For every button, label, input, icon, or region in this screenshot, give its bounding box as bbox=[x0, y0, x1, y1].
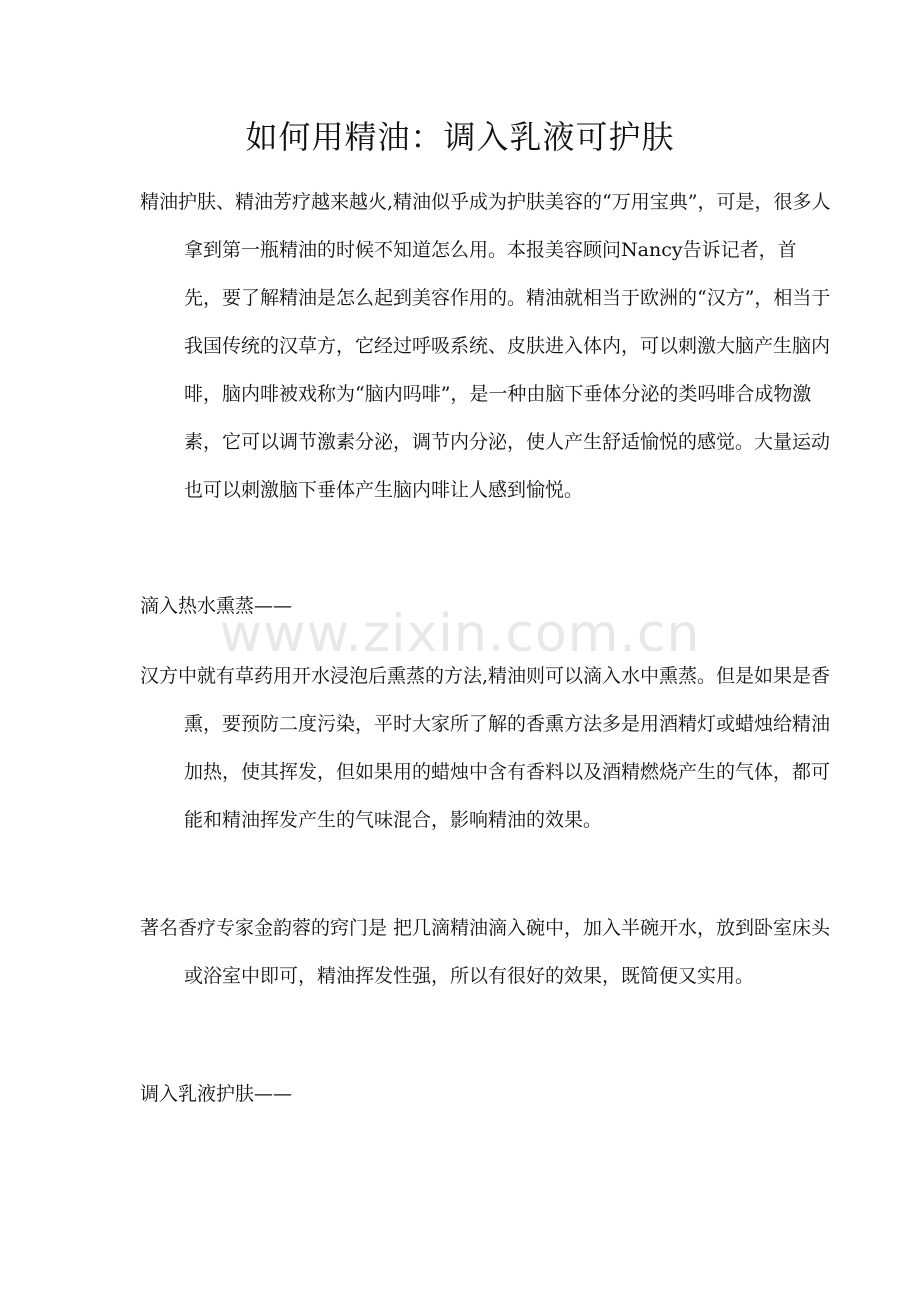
section-heading-steam: 滴入热水熏蒸—— bbox=[140, 595, 293, 617]
watermark: www.zixin.com.cn bbox=[219, 604, 701, 664]
page-title: 如何用精油：调入乳液可护肤 bbox=[245, 118, 675, 156]
section-heading-lotion: 调入乳液护肤—— bbox=[140, 1083, 293, 1105]
paragraph-expert-tip: 著名香疗专家金韵蓉的窍门是 把几滴精油滴入碗中，加入半碗开水，放到卧室床头或浴室中即可，精油挥发性强，所以有很好的效果，既简便又实用。 bbox=[140, 917, 831, 987]
paragraph-steam-method: 汉方中就有草药用开水浸泡后熏蒸的方法,精油则可以滴入水中熏蒸。但是如果是香熏，要预防二度污染，平时大家所了解的香熏方法多是用酒精灯或蜡烛给精油加热，使其挥发，但如果用的蜡烛中含有香料以及酒精燃烧产生的气体，都可能和精油挥发产生的气味混合，影响精油的效果。 bbox=[140, 665, 831, 831]
paragraph-essential-oil-intro: 精油护肤、精油芳疗越来越火,精油似乎成为护肤美容的“万用宝典”，可是，很多人拿到第一瓶精油的时候不知道怎么用。本报美容顾问Nancy告诉记者，首先，要了解精油是怎么起到美容作用的。精油就相当于欧洲的“汉方”，相当于我国传统的汉草方，它经过呼吸系统、皮肤进入体内，可以刺激大脑产生脑内啡，脑内啡被戏称为“脑内吗啡”，是一种由脑下垂体分泌的类吗啡合成物激素，它可以调节激素分泌，调节内分泌，使人产生舒适愉悦的感觉。大量运动也可以刺激脑下垂体产生脑内啡让人感到愉悦。 bbox=[140, 191, 831, 501]
